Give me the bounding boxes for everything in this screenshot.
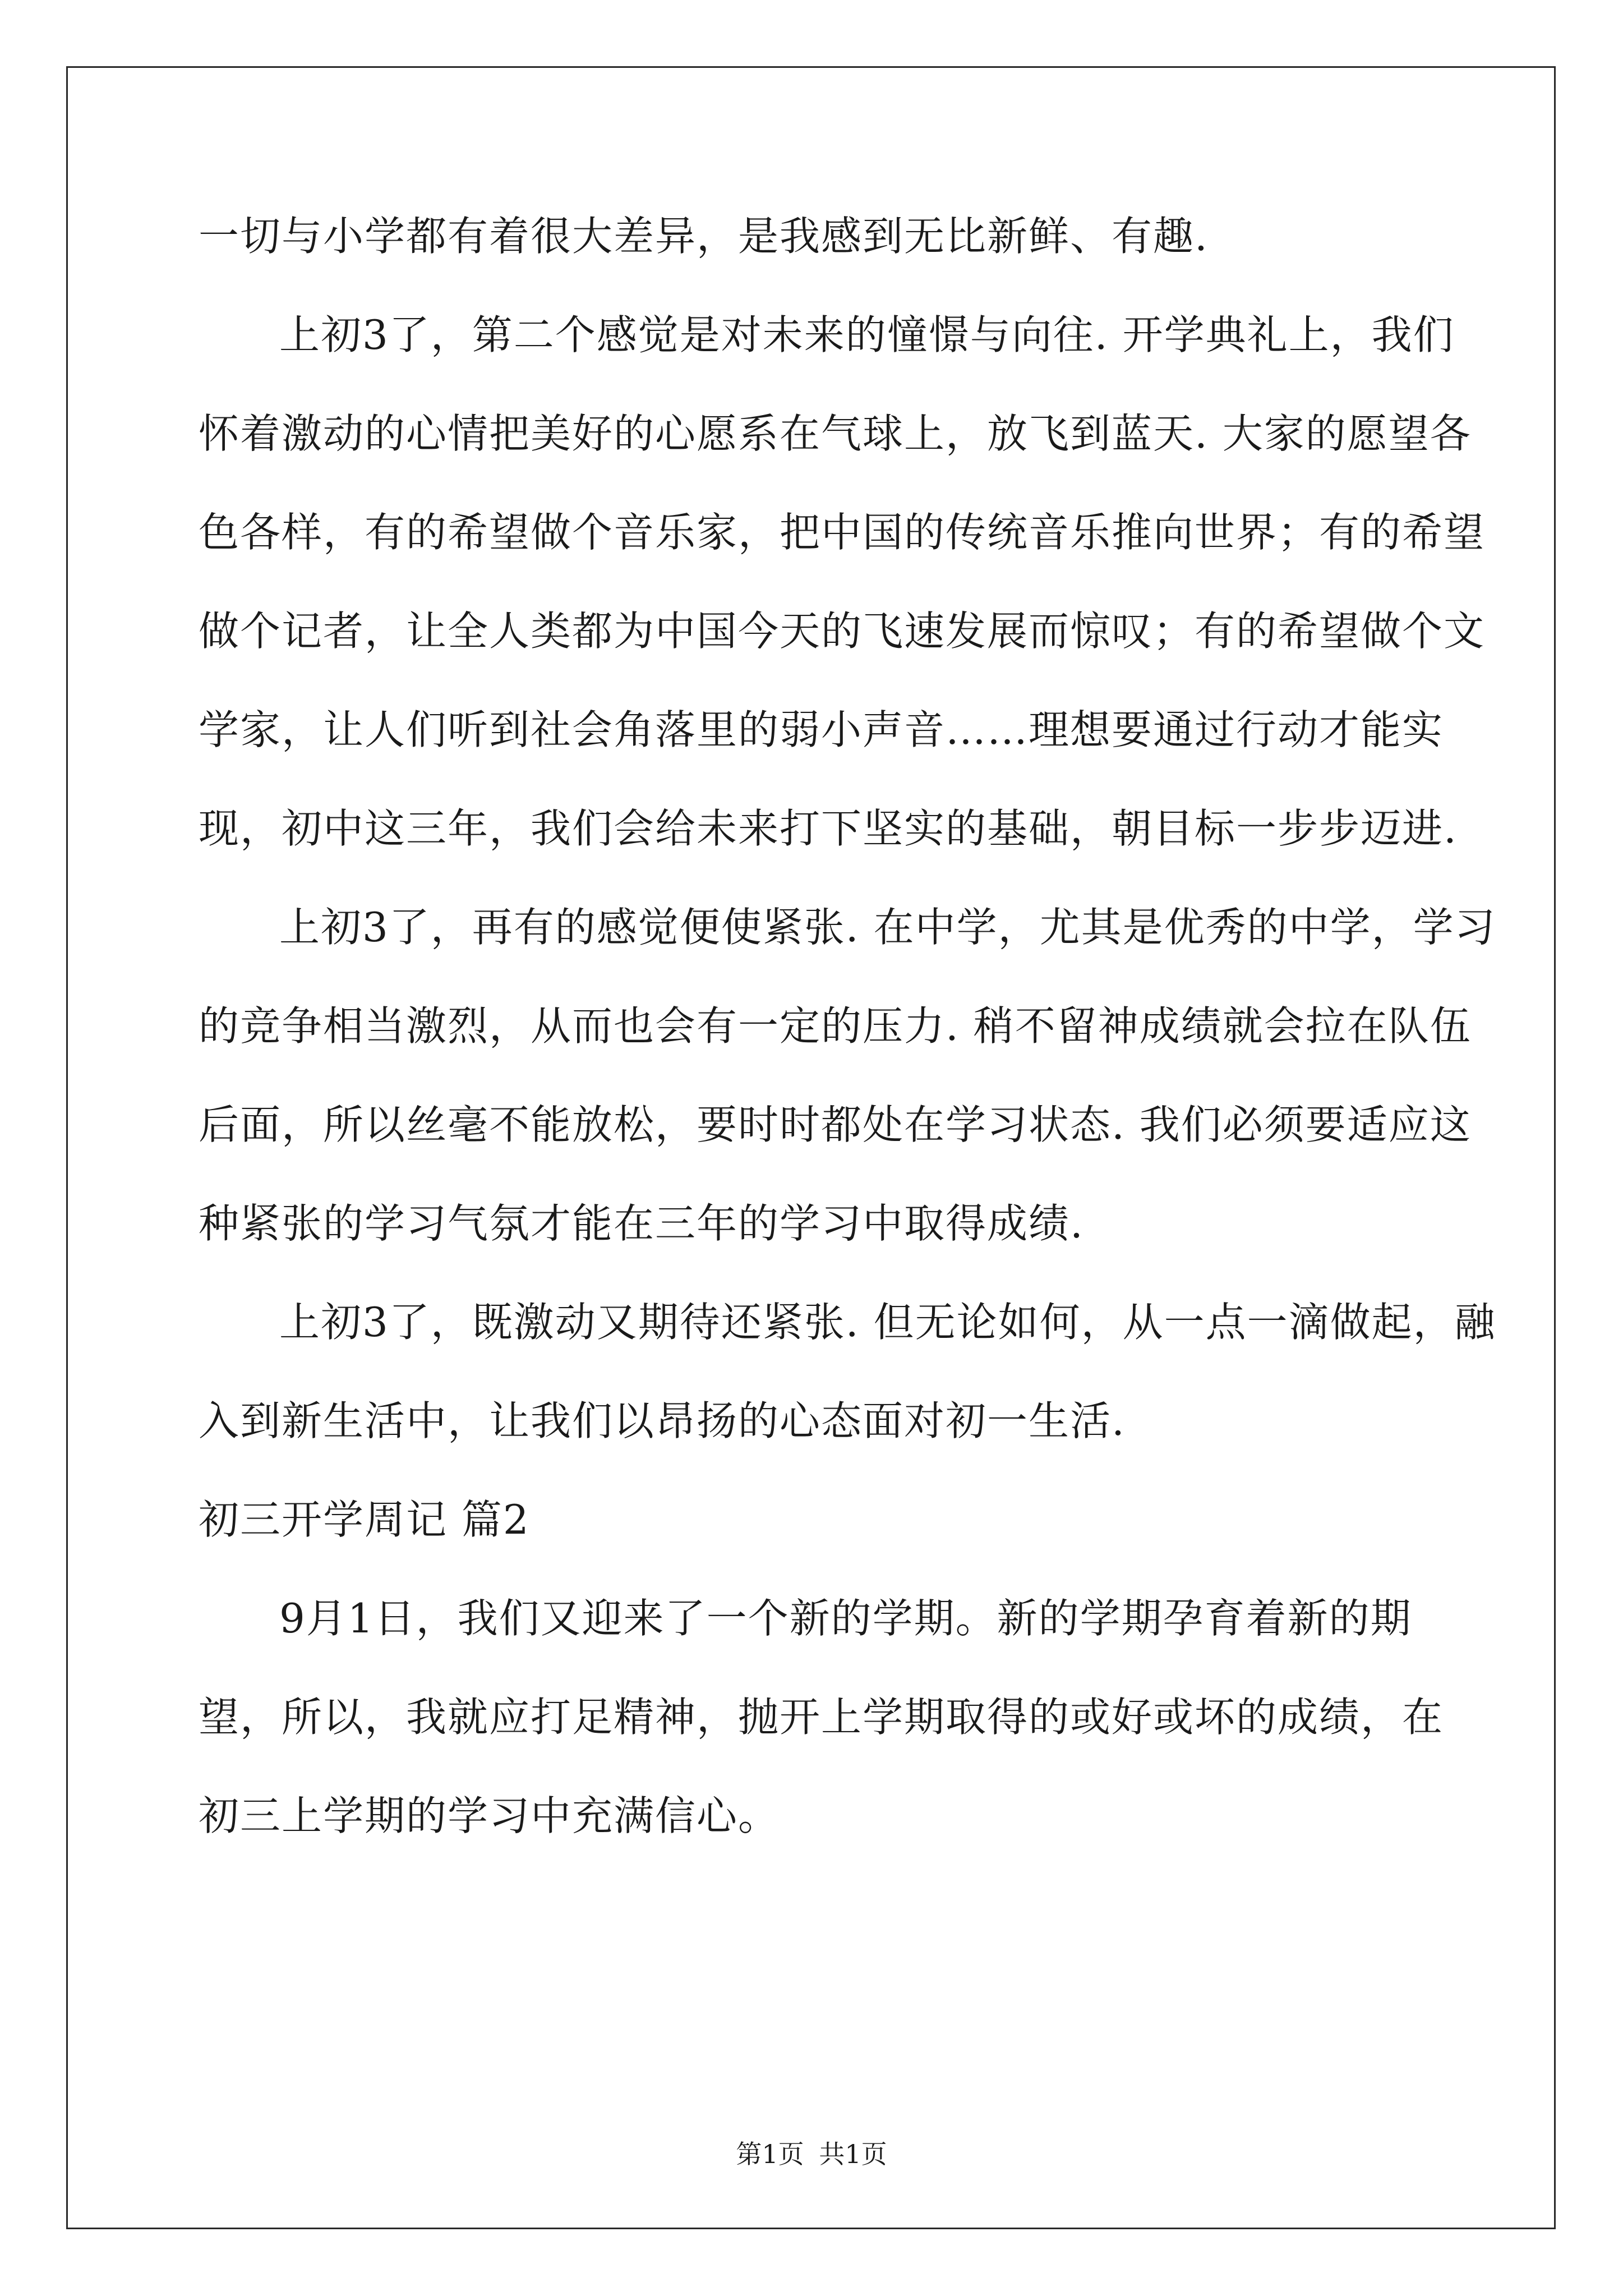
text-line: 上初3了，既激动又期待还紧张. 但无论如何，从一点一滴做起，融 [279,1299,1496,1346]
text-line: 种紧张的学习气氛才能在三年的学习中取得成绩. [199,1200,1084,1247]
text-line: 入到新生活中，让我们以昂扬的心态面对初一生活. [199,1397,1126,1444]
page-footer [0,2137,1623,2171]
page-total: 共1页 [819,2139,887,2169]
text-line: 望，所以，我就应打足精神，抛开上学期取得的或好或坏的成绩，在 [199,1694,1444,1741]
text-line: 初三上学期的学习中充满信心。 [199,1792,780,1839]
text-line: 现，初中这三年，我们会给未来打下坚实的基础，朝目标一步步迈进. [199,805,1458,852]
text-line: 色各样，有的希望做个音乐家，把中国的传统音乐推向世界；有的希望 [199,509,1486,556]
page-number: 第1页 [736,2139,804,2169]
text-line: 上初3了，第二个感觉是对未来的憧憬与向往. 开学典礼上，我们 [279,311,1455,358]
text-line: 做个记者，让全人类都为中国今天的飞速发展而惊叹；有的希望做个文 [199,608,1486,655]
text-line: 9月1日，我们又迎来了一个新的学期。新的学期孕育着新的期 [279,1595,1412,1642]
text-line: 学家，让人们听到社会角落里的弱小声音……理想要通过行动才能实 [199,706,1444,753]
text-line: 的竞争相当激烈，从而也会有一定的压力. 稍不留神成绩就会拉在队伍 [199,1002,1472,1050]
section-heading: 初三开学周记 篇2 [199,1496,530,1543]
text-line: 一切与小学都有着很大差异，是我感到无比新鲜、有趣. [199,213,1209,260]
text-line: 后面，所以丝毫不能放松，要时时都处在学习状态. 我们必须要适应这 [199,1101,1472,1148]
text-line: 上初3了，再有的感觉便使紧张. 在中学，尤其是优秀的中学，学习 [279,904,1496,951]
text-line: 怀着激动的心情把美好的心愿系在气球上，放飞到蓝天. 大家的愿望各 [199,410,1472,457]
